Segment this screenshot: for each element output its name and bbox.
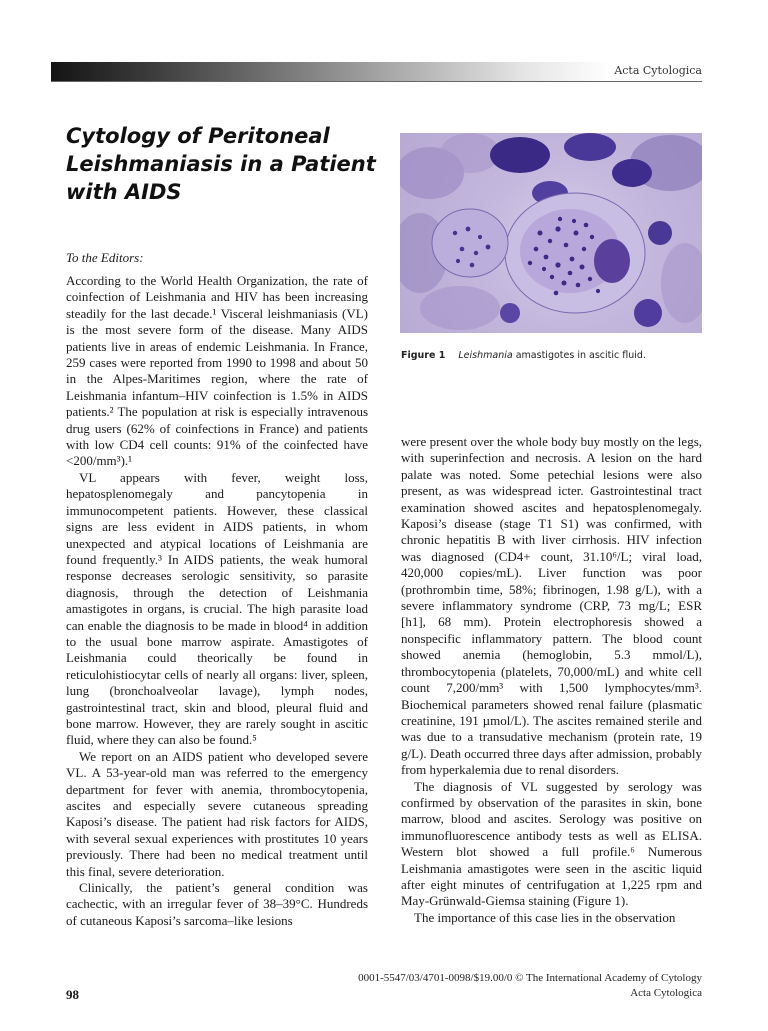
paragraph: The importance of this case lies in the observation xyxy=(414,909,676,925)
paragraph: According to the World Health Organization, the rate of coinfection of Leishmania and HIV has been increasing steadily for the last decade.¹ Visceral leishmaniasis (VL) is the most severe form of the disease. Many AIDS patients live in areas of endemic Leishmania. In France, 259 cases were reported from 1990 to 1998 and about 50 in the Alpes-Maritimes region, where the rate of Leishmania infantum–HIV coinfection is 1.5% in AIDS patients.² The population at risk is especially intravenous drug users (62% of coinfections in France) and patients with low CD4 cell counts: 91% of the coinfected have <200/mm³).¹ xyxy=(66,273,368,469)
salutation: To the Editors: xyxy=(66,250,144,265)
running-header-journal: Acta Cytologica xyxy=(614,64,702,77)
paragraph: were present over the whole body buy mostly on the legs, with superinfection and necrosis. A lesion on the hard palate was noted. Some petechial lesions were also present, as was widespread icter. Gastrointestinal tract examination showed ascites and hepatosplenomegaly. Kaposi’s disease (stage T1 S1) was confirmed, with chronic hepatitis B with liver cirrhosis. HIV infection was diagnosed (CD4+ count, 31.10⁶/L; viral load, 420,000 copies/mL). Liver function was poor (prothrombin time, 58%; fibrinogen, 1.98 g/L), with a severe inflammatory syndrome (CRP, 73 mg/L; ESR [h1], 68 mm). Protein electrophoresis showed a nonspecific inflammatory pattern. The blood count showed anemia (hemoglobin, 5.3 mmol/L), thrombocytopenia (platelets, 70,000/mL) and white cell count 7,200/mm³ with 1,500 lymphocytes/mm³. Biochemical parameters showed renal failure (plasmatic creatinine, 191 µmol/L). The ascites remained sterile and was due to a transudative mechanism (protein rate, 19 g/L). Death occurred three days after admission, probably from hyperkalemia due to renal disorders. xyxy=(401,434,702,778)
figure-caption xyxy=(401,350,646,361)
paragraph: VL appears with fever, weight loss, hepatosplenomegaly and pancytopenia in immunocompetent patients. However, these classical signs are less evident in AIDS patients, in whom unexpected and atypical locations of Leishmania are found frequently.³ In AIDS patients, the weak humoral response decreases serologic sensitivity, so parasite diagnosis, through the detection of Leishmania amastigotes in organs, is crucial. The high parasite load can enable the diagnosis to be made in blood⁴ in addition to the usual bone marrow aspirate. Amastigotes of Leishmania could theorically be found in reticulohistiocytar cells of nearly all organs: liver, spleen, lung (bronchoalveolar lavage), lymph nodes, gastrointestinal tract, skin and blood, pleural fluid and bone marrow. However, they are rarely sought in ascitic fluid, where they can also be found.⁵ xyxy=(66,469,368,748)
micrograph-image xyxy=(400,133,702,333)
article-title: Cytology of Peritoneal Leishmaniasis in a Patient with AIDS xyxy=(66,124,376,204)
header-gradient-bar xyxy=(51,62,611,82)
figure-species: Leishmania xyxy=(458,350,513,361)
right-column xyxy=(401,434,702,926)
paragraph: Clinically, the patient’s general condition was cachectic, with an irregular fever of 38–39°C. Hundreds of cutaneous Kaposi’s sarcoma–like lesions xyxy=(66,880,368,928)
figure-label: Figure 1 xyxy=(401,350,446,361)
figure-caption-text: amastigotes in ascitic fluid. xyxy=(515,350,646,361)
header-rule xyxy=(51,81,702,82)
micrograph-drawing xyxy=(400,133,702,333)
footer-journal: Acta Cytologica xyxy=(630,987,702,999)
paragraph: We report on an AIDS patient who developed severe VL. A 53-year-old man was referred to the emergency department for fever with anemia, thrombocytopenia, ascites and especially severe cutaneous spreading Kaposi’s disease. The patient had risk factors for AIDS, with several sexual experiences with prostitutes 10 years previously. There had been no medical treatment until this final, severe deterioration. xyxy=(66,748,368,879)
copyright-line: 0001-5547/03/4701-0098/$19.00/0 © The International Academy of Cytology xyxy=(358,972,702,984)
page-number: 98 xyxy=(66,987,79,1002)
paragraph: The diagnosis of VL suggested by serology was confirmed by observation of the parasites in skin, bone marrow, blood and ascites. Serology was positive on immunofluorescence antibody tests as well as ELISA. Western blot showed a full profile.⁶ Numerous Leishmania amastigotes were seen in the ascitic liquid after eight minutes of centrifugation at 1,225 rpm and May-Grünwald-Giemsa staining (Figure 1). xyxy=(401,778,702,909)
left-column xyxy=(66,273,368,929)
